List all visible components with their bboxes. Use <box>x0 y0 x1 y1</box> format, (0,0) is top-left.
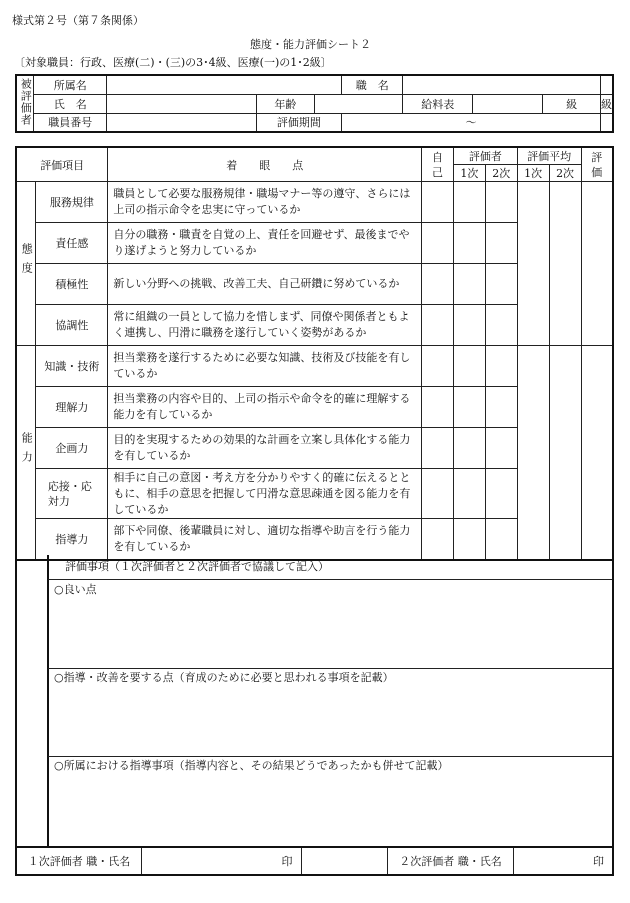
item-label: 応接・応対力 <box>36 469 108 519</box>
self-score-cell[interactable] <box>422 182 454 223</box>
item-focus: 目的を実現するための効果的な計画を立案し具体化する能力を有しているか <box>108 428 422 469</box>
eval-focus-header: 着 眼 点 <box>108 147 422 182</box>
divider <box>48 579 612 580</box>
first-evaluator-name-field[interactable] <box>142 847 301 875</box>
first-evaluator-label: １次評価者 職・氏名 <box>16 847 142 875</box>
category-ability: 能力 <box>16 346 36 560</box>
form-number: 様式第２号（第７条関係） <box>12 14 144 27</box>
divider <box>48 756 612 757</box>
good-points-field[interactable] <box>48 599 608 665</box>
rating-attitude-cell[interactable] <box>581 182 613 346</box>
guidance-field[interactable] <box>48 775 608 841</box>
avg-second-attitude-cell[interactable] <box>549 182 581 346</box>
second-score-cell[interactable] <box>485 223 517 264</box>
self-score-cell[interactable] <box>422 428 454 469</box>
guidance-label: ○所属における指導事項（指導内容と、その結果どうであったかも併せて記載） <box>54 759 449 772</box>
self-score-cell[interactable] <box>422 469 454 519</box>
position-label: 職 名 <box>342 75 403 94</box>
staff-number-label: 職員番号 <box>34 113 107 132</box>
age-label: 年齢 <box>256 94 315 113</box>
average-second-header: 2次 <box>549 165 581 182</box>
first-score-cell[interactable] <box>453 223 485 264</box>
self-score-cell[interactable] <box>422 264 454 305</box>
item-focus: 担当業務の内容や目的、上司の指示や命令を的確に理解する能力を有しているか <box>108 387 422 428</box>
evaluator-first-header: 1次 <box>453 165 485 182</box>
item-label: 服務規律 <box>36 182 108 223</box>
item-focus: 部下や同僚、後輩職員に対し、適切な指導や助言を行う能力を有しているか <box>108 519 422 560</box>
first-score-cell[interactable] <box>453 387 485 428</box>
item-label: 指導力 <box>36 519 108 560</box>
period-field[interactable]: ～ <box>342 113 601 132</box>
comments-heading: 評価事項（１次評価者と２次評価者で協議して記入） <box>65 560 329 573</box>
period-label: 評価期間 <box>256 113 342 132</box>
self-score-cell[interactable] <box>422 519 454 560</box>
eval-item-header: 評価項目 <box>16 147 108 182</box>
name-field[interactable] <box>106 94 256 113</box>
second-evaluator-name-field[interactable] <box>513 847 613 875</box>
first-score-cell[interactable] <box>453 182 485 223</box>
second-score-cell[interactable] <box>485 387 517 428</box>
item-label: 協調性 <box>36 305 108 346</box>
second-score-cell[interactable] <box>485 346 517 387</box>
second-evaluator-label: ２次評価者 職・氏名 <box>388 847 514 875</box>
item-label: 積極性 <box>36 264 108 305</box>
first-score-cell[interactable] <box>453 264 485 305</box>
salary-table-label: 給料表 <box>403 94 473 113</box>
evaluator-second-header: 2次 <box>485 165 517 182</box>
second-score-cell[interactable] <box>485 519 517 560</box>
seal-mark-1: 印 <box>281 855 293 868</box>
signature-table <box>15 846 614 876</box>
self-eval-header: 自己 <box>422 147 454 182</box>
first-score-cell[interactable] <box>453 346 485 387</box>
avg-second-ability-cell[interactable] <box>549 346 581 560</box>
signature-blank <box>301 847 388 875</box>
first-score-cell[interactable] <box>453 469 485 519</box>
divider <box>48 668 612 669</box>
comments-section <box>15 555 614 848</box>
item-focus: 新しい分野への挑戦、改善工夫、自己研鑽に努めているか <box>108 264 422 305</box>
second-score-cell[interactable] <box>485 305 517 346</box>
grade-label-2: 級 <box>601 94 614 113</box>
second-score-cell[interactable] <box>485 469 517 519</box>
name-label: 氏 名 <box>34 94 107 113</box>
item-focus: 担当業務を遂行するために必要な知識、技術及び技能を有しているか <box>108 346 422 387</box>
item-label: 責任感 <box>36 223 108 264</box>
rating-header: 評価 <box>581 147 613 182</box>
average-first-header: 1次 <box>517 165 549 182</box>
affiliation-field[interactable] <box>106 75 341 94</box>
target-staff: 〔対象職員：行政、医療(二)・(三)の3･4級、医療(一)の1･2級〕 <box>14 56 332 69</box>
item-focus: 相手に自己の意図・考え方を分かりやすく的確に伝えるとともに、相手の意思を把握して円滑な意思疎通を図る能力を有しているか <box>108 469 422 519</box>
sheet-title: 態度・能力評価シート２ <box>250 38 371 51</box>
item-label: 知識・技術 <box>36 346 108 387</box>
evaluation-table <box>15 146 614 561</box>
item-focus: 常に組織の一員として協力を惜しまず、同僚や関係者ともよく連携し、円滑に職務を遂行していく姿勢があるか <box>108 305 422 346</box>
second-score-cell[interactable] <box>485 428 517 469</box>
improvement-field[interactable] <box>48 687 608 753</box>
item-label: 理解力 <box>36 387 108 428</box>
position-field[interactable] <box>403 75 601 94</box>
age-field[interactable] <box>315 94 403 113</box>
subject-table <box>15 74 614 133</box>
good-points-label: ○良い点 <box>54 583 97 596</box>
self-score-cell[interactable] <box>422 387 454 428</box>
first-score-cell[interactable] <box>453 305 485 346</box>
staff-number-field[interactable] <box>106 113 256 132</box>
rating-ability-cell[interactable] <box>581 346 613 560</box>
self-score-cell[interactable] <box>422 346 454 387</box>
item-label: 企画力 <box>36 428 108 469</box>
affiliation-label: 所属名 <box>34 75 107 94</box>
category-attitude: 態度 <box>16 182 36 346</box>
salary-table-field[interactable] <box>473 94 543 113</box>
avg-first-attitude-cell[interactable] <box>517 182 549 346</box>
second-score-cell[interactable] <box>485 264 517 305</box>
item-focus: 自分の職務・職責を自覚の上、責任を回避せず、最後までやり遂げようと努力しているか <box>108 223 422 264</box>
improvement-label: ○指導・改善を要する点（育成のために必要と思われる事項を記載） <box>54 671 394 684</box>
average-header: 評価平均 <box>517 147 581 165</box>
evaluator-header: 評価者 <box>453 147 517 165</box>
seal-mark-2: 印 <box>593 855 604 868</box>
grade-label-1: 級 <box>543 94 601 113</box>
self-score-cell[interactable] <box>422 305 454 346</box>
subject-group-label: 被評価者 <box>16 75 34 132</box>
item-focus: 職員として必要な服務規律・職場マナー等の遵守、さらには上司の指示命令を忠実に守っているか <box>108 182 422 223</box>
second-score-cell[interactable] <box>485 182 517 223</box>
first-score-cell[interactable] <box>453 428 485 469</box>
avg-first-ability-cell[interactable] <box>517 346 549 560</box>
first-score-cell[interactable] <box>453 519 485 560</box>
self-score-cell[interactable] <box>422 223 454 264</box>
